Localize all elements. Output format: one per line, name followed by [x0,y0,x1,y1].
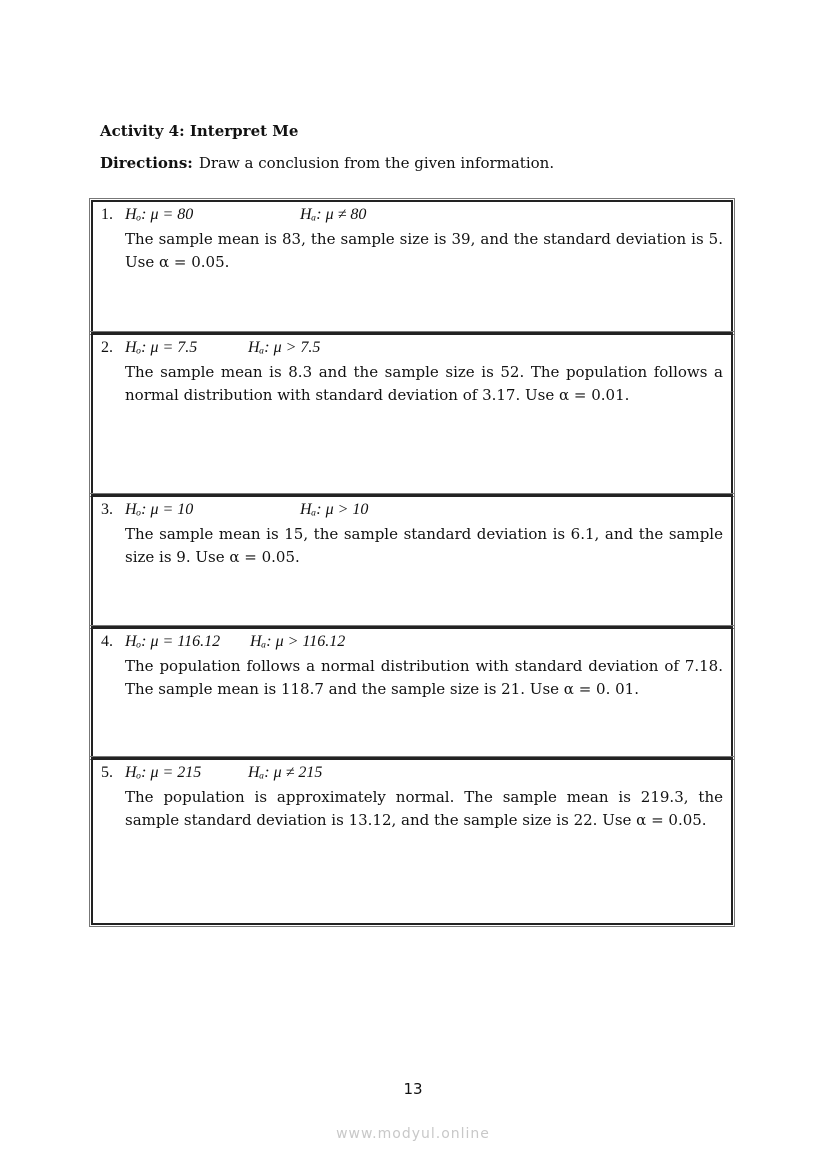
item-text: The population follows a normal distribution with standard deviation of 7.18. The sample mean is 118.7 and the sample size is 21. Use α = 0. 01. [125,657,723,698]
item-number: 4. [101,633,113,650]
watermark: www.modyul.online [336,1126,490,1142]
directions-label: Directions: [100,154,193,172]
directions-text: Draw a conclusion from the given information. [198,154,555,172]
page-number: 13 [403,1080,423,1098]
item-box-5 [91,758,733,925]
null-hypothesis: Hₒ: μ = 116.12 [125,633,221,650]
item-number: 2. [101,339,113,356]
item-box-3 [91,495,733,627]
null-hypothesis: Hₒ: μ = 215 [125,764,202,781]
alternative-hypothesis: Hₐ: μ ≠ 215 [248,764,323,781]
item-number: 5. [101,764,113,781]
null-hypothesis: Hₒ: μ = 7.5 [125,339,198,356]
activity-title: Activity 4: Interpret Me [100,122,299,140]
alternative-hypothesis: Hₐ: μ ≠ 80 [300,206,367,223]
alternative-hypothesis: Hₐ: μ > 7.5 [248,339,321,356]
directions [100,154,554,172]
item-number: 1. [101,206,113,223]
item-number: 3. [101,501,113,518]
null-hypothesis: Hₒ: μ = 80 [125,206,194,223]
item-text: The sample mean is 8.3 and the sample size is 52. The population follows a normal distribution with standard deviation of 3.17. Use α = 0.01. [125,363,723,404]
alternative-hypothesis: Hₐ: μ > 10 [300,501,369,518]
item-text: The population is approximately normal. The sample mean is 219.3, the sample standard deviation is 13.12, and the sample size is 22. Use α = 0.05. [125,788,723,829]
alternative-hypothesis: Hₐ: μ > 116.12 [250,633,346,650]
item-text: The sample mean is 83, the sample size is 39, and the standard deviation is 5. Use α = 0.05. [125,230,723,271]
item-box-2 [91,333,733,495]
item-box-4 [91,627,733,758]
item-box-1 [91,200,733,333]
item-text: The sample mean is 15, the sample standard deviation is 6.1, and the sample size is 9. Use α = 0.05. [125,525,723,566]
null-hypothesis: Hₒ: μ = 10 [125,501,194,518]
